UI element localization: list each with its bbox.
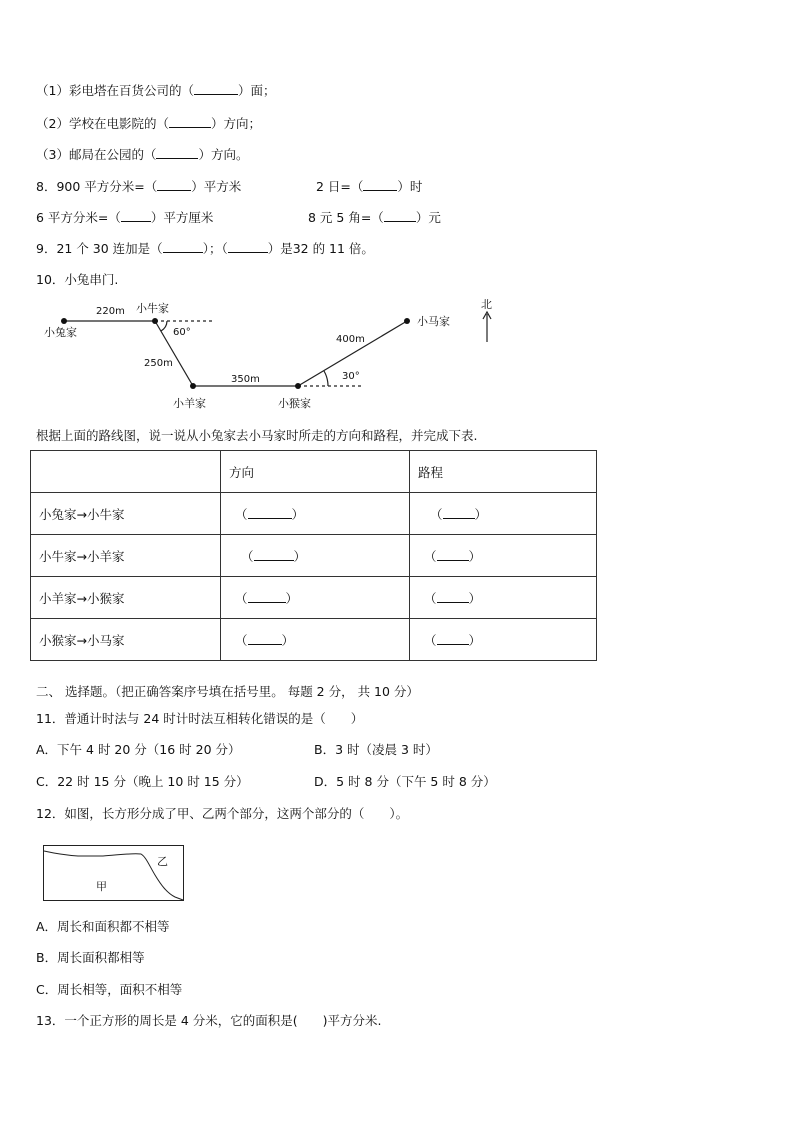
q11-option-b[interactable]: B．3 时（凌晨 3 时） [314,742,438,757]
direction-cell[interactable] [221,619,410,661]
distance-cell[interactable] [410,493,597,535]
q12-option-b[interactable]: B．周长面积都相等 [36,950,145,965]
paren-close: ） [474,506,488,522]
direction-cell[interactable] [221,577,410,619]
answer-blank[interactable] [121,209,151,222]
q8-d-prefix: 8 元 5 角=（ [308,210,384,225]
q9-part1: 9．21 个 30 连加是（ [36,241,163,256]
paren-close: ） [281,632,295,648]
paren-close: ） [468,548,482,564]
label-jia: 甲 [96,880,107,893]
angle-60: 60° [173,327,191,338]
paren-open: （ [424,548,437,564]
point-horse [404,318,410,324]
section2-heading: 二、 选择题。（把正确答案序号填在括号里。 每题 2 分， 共 10 分） [36,684,419,699]
answer-blank[interactable] [384,209,416,222]
label-monkey: 小猴家 [278,397,311,410]
distance-250: 250m [144,358,173,369]
q7-item-1-suffix: ）面； [237,83,276,98]
q11-option-a[interactable]: A．下午 4 时 20 分（16 时 20 分） [36,742,241,757]
q11-option-d[interactable]: D．5 时 8 分（下午 5 时 8 分） [314,774,496,789]
paren-open: （ [424,590,437,606]
rectangle-figure [43,845,184,901]
answer-blank[interactable] [157,178,191,191]
q8-c-prefix: 6 平方分米=（ [36,210,121,225]
q8-a [36,178,241,195]
q9-part3: ）是32 的 11 倍。 [267,241,374,256]
point-cow [152,318,158,324]
answer-blank[interactable] [169,115,211,128]
paren-close: ） [285,590,299,606]
distance-350: 350m [231,374,260,385]
q8-b-prefix: 2 日=（ [316,179,364,194]
q8-a-prefix: 8．900 平方分米=（ [36,179,158,194]
direction-cell[interactable] [221,535,410,577]
answer-blank[interactable] [437,548,469,561]
q7-item-1 [36,82,275,99]
q7-item-1-prefix: （1）彩电塔在百货公司的（ [36,83,194,98]
q7-item-2 [36,115,261,132]
q8-d [308,209,441,226]
label-north: 北 [481,298,492,311]
paren-close: ） [468,632,482,648]
answer-blank[interactable] [248,632,282,645]
table-row [31,535,597,577]
q12-option-a[interactable]: A．周长和面积都不相等 [36,919,170,934]
direction-cell[interactable] [221,493,410,535]
label-cow: 小牛家 [136,302,169,315]
answer-blank[interactable] [156,146,198,159]
q9-part2: ）；（ [202,241,228,256]
label-yi: 乙 [157,855,168,868]
answer-blank[interactable] [363,178,397,191]
answer-blank[interactable] [437,590,469,603]
paren-open: （ [235,632,248,648]
q7-item-2-suffix: ）方向； [210,116,261,131]
paren-close: ） [291,506,305,522]
table-row [31,493,597,535]
answer-blank[interactable] [194,82,238,95]
q7-item-3 [36,146,248,163]
angle-30: 30° [342,371,360,382]
q8-a-suffix: ）平方米 [191,179,242,194]
answer-blank[interactable] [163,240,203,253]
q9 [36,240,374,257]
answer-blank[interactable] [443,506,475,519]
paren-close: ） [293,548,307,564]
answer-blank[interactable] [248,590,286,603]
distance-400: 400m [336,334,365,345]
route-cell: 小羊家→小猴家 [31,577,221,619]
q12-question: 12．如图，长方形分成了甲、乙两个部分，这两个部分的（ ）。 [36,806,409,821]
point-monkey [295,383,301,389]
q13-question: 13．一个正方形的周长是 4 分米，它的面积是( )平方分米. [36,1013,382,1028]
paren-open: （ [235,506,248,522]
paren-open: （ [235,590,248,606]
table-header-direction: 方向 [221,451,410,493]
paren-open: （ [424,632,437,648]
q8-b [316,178,422,195]
paren-open: （ [430,506,443,522]
route-cell: 小牛家→小羊家 [31,535,221,577]
table-header-distance: 路程 [410,451,597,493]
distance-cell[interactable] [410,619,597,661]
table-row [31,577,597,619]
paren-close: ） [468,590,482,606]
paren-open: （ [241,548,254,564]
answer-blank[interactable] [248,506,292,519]
q8-d-suffix: ）元 [415,210,441,225]
q8-c [36,209,213,226]
table-header-row [31,451,597,493]
q7-item-3-prefix: （3）邮局在公园的（ [36,147,157,162]
label-rabbit: 小兔家 [44,326,77,339]
distance-220: 220m [96,306,125,317]
q8-b-suffix: ）时 [397,179,423,194]
answer-blank[interactable] [437,632,469,645]
table-header-cell [31,451,221,493]
q11-option-c[interactable]: C．22 时 15 分（晚上 10 时 15 分） [36,774,249,789]
point-rabbit [61,318,67,324]
q8-c-suffix: ）平方厘米 [150,210,214,225]
distance-cell[interactable] [410,577,597,619]
table-row [31,619,597,661]
label-horse: 小马家 [417,315,450,328]
route-diagram [36,294,506,418]
distance-cell[interactable] [410,535,597,577]
label-sheep: 小羊家 [173,397,206,410]
q12-option-c[interactable]: C．周长相等，面积不相等 [36,982,183,997]
q10-title: 10．小兔串门. [36,272,119,287]
q7-item-2-prefix: （2）学校在电影院的（ [36,116,169,131]
angle-arc-60 [161,321,167,331]
q7-item-3-suffix: ）方向。 [198,147,249,162]
answer-blank[interactable] [228,240,268,253]
route-cell: 小兔家→小牛家 [31,493,221,535]
answer-blank[interactable] [254,548,294,561]
q11-question: 11．普通计时法与 24 时计时法互相转化错误的是（ ） [36,711,364,726]
route-table [30,450,597,661]
q10-instruction: 根据上面的路线图，说一说从小兔家去小马家时所走的方向和路程，并完成下表. [36,428,478,443]
point-sheep [190,383,196,389]
angle-arc-30 [324,371,328,386]
rectangle-outline [44,846,184,901]
route-cell: 小猴家→小马家 [31,619,221,661]
